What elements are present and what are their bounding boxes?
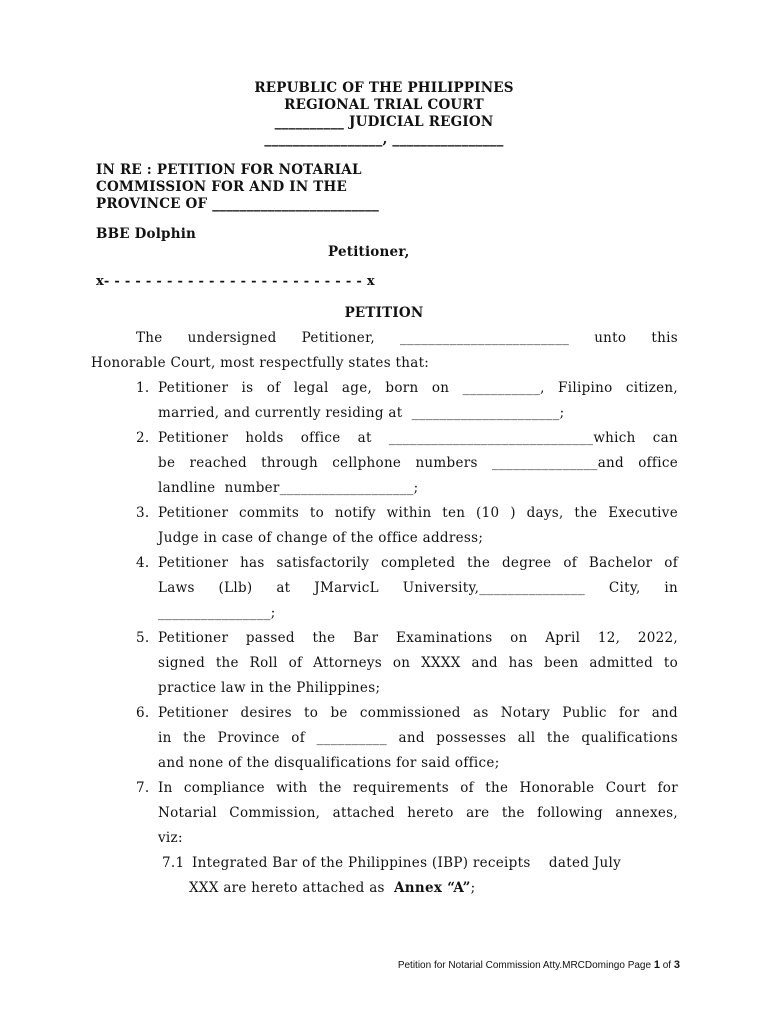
list-item-line: Laws (Llb) at JMarvicL University,_______________ City, in: [158, 580, 678, 596]
list-item-line: Petitioner holds office at _____________________________which can: [158, 430, 678, 446]
annex-label: Annex “A”: [393, 880, 471, 896]
list-item-number: 6.: [136, 705, 150, 721]
intro-line-1: [136, 330, 678, 346]
list-item-line: Petitioner desires to be commissioned as Notary Public for and: [158, 705, 678, 721]
header-court: REGIONAL TRIAL COURT: [284, 97, 484, 113]
document-title: PETITION: [344, 305, 424, 321]
list-item-line: ________________;: [158, 605, 276, 621]
subitem-line-2: [189, 880, 476, 896]
intro-word-unto: unto: [594, 330, 627, 346]
caption-line-2: COMMISSION FOR AND IN THE: [96, 179, 347, 195]
caption-separator: x- - - - - - - - - - - - - - - - - - - - - - - - - x: [96, 274, 375, 289]
list-item-line: Petitioner passed the Bar Examinations on April 12, 2022,: [158, 630, 678, 646]
page-footer: [398, 959, 680, 971]
list-item-line: landline number___________________;: [158, 480, 419, 496]
footer-text: Petition for Notarial Commission Atty.MRCDomingo Page: [397, 960, 654, 971]
petitioner-role: Petitioner,: [328, 244, 410, 260]
subitem-line-2-text: XXX are hereto attached as: [189, 880, 394, 896]
list-item-line: and none of the disqualifications for said office;: [158, 755, 500, 771]
caption-line-3: PROVINCE OF ________________________: [96, 196, 380, 212]
list-item-number: 3.: [136, 505, 150, 521]
list-item-line: In compliance with the requirements of the Honorable Court for: [158, 780, 678, 796]
list-item-line: Notarial Commission, attached hereto are the following annexes,: [158, 805, 678, 821]
intro-word-undersigned: undersigned: [187, 330, 277, 346]
footer-page-total: 3: [673, 959, 680, 971]
footer-page-number: 1: [653, 959, 660, 971]
list-item-line: viz:: [158, 830, 183, 846]
list-item-line: Petitioner has satisfactorily completed the degree of Bachelor of: [158, 555, 678, 571]
list-item-number: 5.: [136, 630, 150, 646]
intro-line-2: Honorable Court, most respectfully states that:: [91, 355, 430, 371]
subitem-line-2-end: ;: [470, 880, 476, 896]
header-republic: REPUBLIC OF THE PHILIPPINES: [254, 80, 514, 96]
list-item-line: Petitioner is of legal age, born on ___________, Filipino citizen,: [158, 380, 678, 396]
list-item-line: signed the Roll of Attorneys on XXXX and has been admitted to: [158, 655, 678, 671]
list-item-line: Petitioner commits to notify within ten (10 ) days, the Executive: [158, 505, 678, 521]
intro-word-petitioner: Petitioner,: [301, 330, 375, 346]
footer-of: of: [659, 960, 674, 971]
petitioner-name: BBE Dolphin: [96, 226, 197, 242]
list-item-number: 7.: [136, 780, 150, 796]
intro-word-this: this: [651, 330, 678, 346]
list-item-line: Judge in case of change of the office address;: [158, 530, 484, 546]
list-item-number: 4.: [136, 555, 150, 571]
intro-blank: ________________________: [399, 330, 570, 346]
subitem-line-1: Integrated Bar of the Philippines (IBP) receipts dated July: [192, 855, 622, 871]
intro-word-the: The: [136, 330, 163, 346]
list-item-number: 2.: [136, 430, 150, 446]
list-item-line: be reached through cellphone numbers _______________and office: [158, 455, 678, 471]
header-region: __________ JUDICIAL REGION: [274, 114, 494, 130]
caption-line-1: IN RE : PETITION FOR NOTARIAL: [96, 162, 362, 178]
list-item-line: married, and currently residing at _____________________;: [158, 405, 565, 421]
list-item-line: practice law in the Philippines;: [158, 680, 381, 696]
list-item-line: in the Province of __________ and possesses all the qualifications: [158, 730, 678, 746]
subitem-number: 7.1: [162, 855, 185, 871]
header-location: _________________, ________________: [264, 131, 504, 147]
list-item-number: 1.: [136, 380, 150, 396]
